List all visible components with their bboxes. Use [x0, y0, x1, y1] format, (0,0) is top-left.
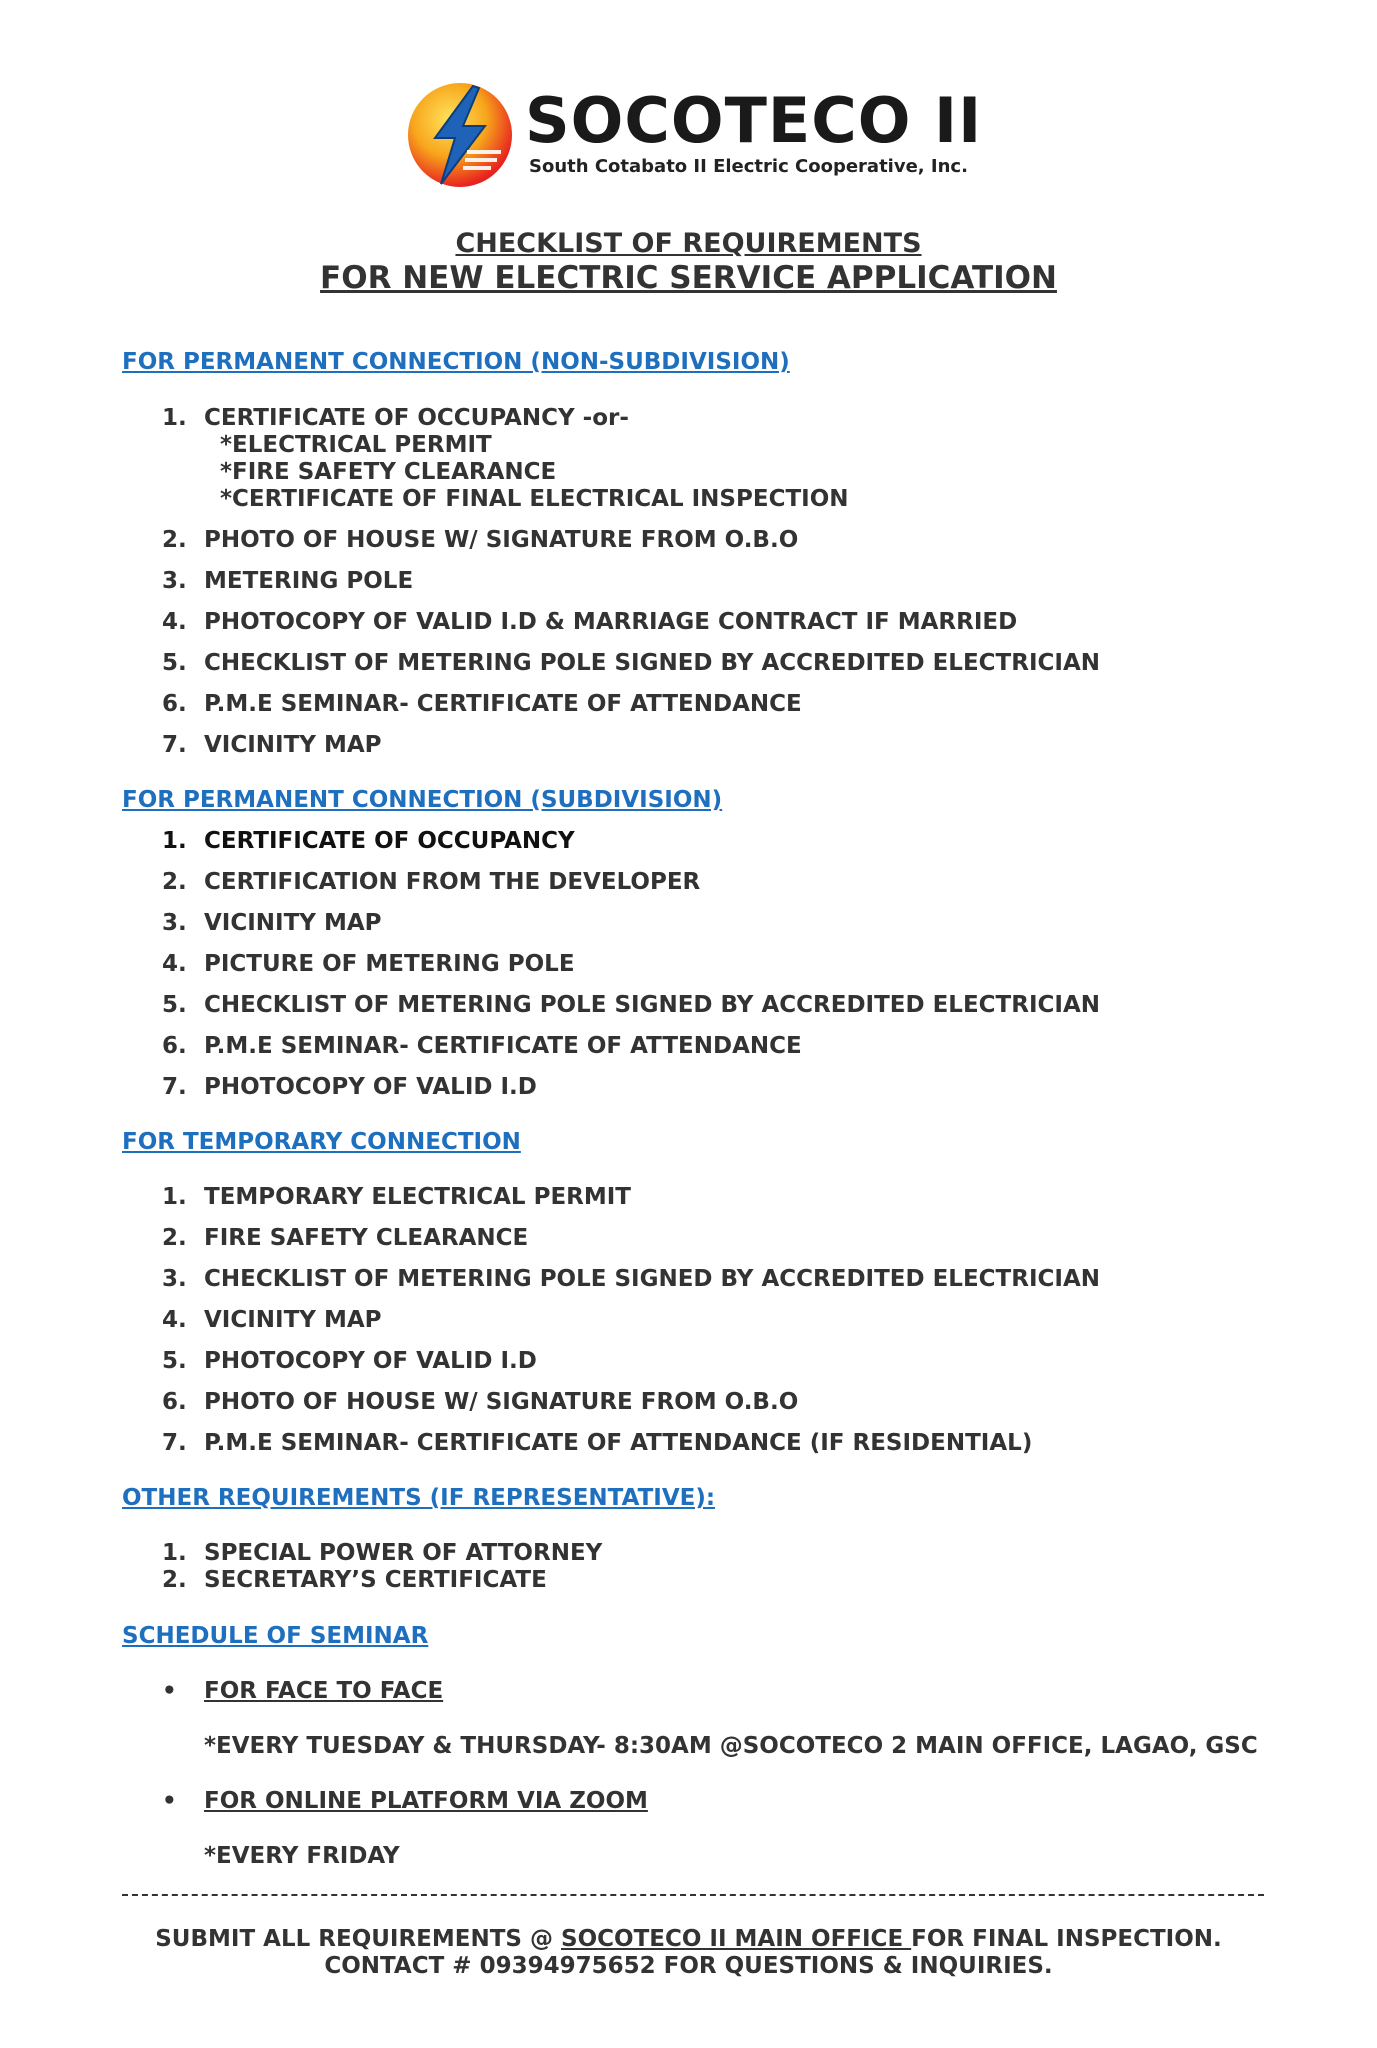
- lightning-bolt-icon: [405, 80, 515, 190]
- schedule-detail-online: *EVERY FRIDAY: [204, 1843, 400, 1869]
- section-heading-other-requirements: OTHER REQUIREMENTS (IF REPRESENTATIVE):: [122, 1485, 716, 1511]
- list-item: 1. CERTIFICATE OF OCCUPANCY -or-: [162, 405, 629, 431]
- list-item: 7. PHOTOCOPY OF VALID I.D: [162, 1074, 537, 1100]
- list-item: 4. PICTURE OF METERING POLE: [162, 951, 575, 977]
- list-item: 5. CHECKLIST OF METERING POLE SIGNED BY ACCREDITED ELECTRICIAN: [162, 650, 1101, 676]
- list-item: 3. METERING POLE: [162, 568, 414, 594]
- list-subitem: *CERTIFICATE OF FINAL ELECTRICAL INSPECTION: [220, 486, 849, 512]
- list-item: 1. CERTIFICATE OF OCCUPANCY: [162, 828, 575, 854]
- dashed-divider: [122, 1894, 1264, 1896]
- list-item: 2. SECRETARY’S CERTIFICATE: [162, 1567, 547, 1593]
- list-item: 1. SPECIAL POWER OF ATTORNEY: [162, 1540, 603, 1566]
- list-item: 2. FIRE SAFETY CLEARANCE: [162, 1225, 529, 1251]
- schedule-detail-face-to-face: *EVERY TUESDAY & THURSDAY- 8:30AM @SOCOTECO 2 MAIN OFFICE, LAGAO, GSC: [204, 1733, 1258, 1759]
- socoteco-logo: [405, 80, 983, 190]
- footer-contact-line: CONTACT # 09394975652 FOR QUESTIONS & INQUIRIES.: [324, 1953, 1053, 1979]
- list-item: 4. PHOTOCOPY OF VALID I.D & MARRIAGE CONTRACT IF MARRIED: [162, 609, 1018, 635]
- schedule-label-face-to-face: FOR FACE TO FACE: [204, 1678, 444, 1704]
- page-title-line1: CHECKLIST OF REQUIREMENTS: [455, 228, 922, 259]
- page-title-line2: FOR NEW ELECTRIC SERVICE APPLICATION: [320, 260, 1057, 296]
- list-item: 2. CERTIFICATION FROM THE DEVELOPER: [162, 869, 701, 895]
- list-item: 3. CHECKLIST OF METERING POLE SIGNED BY ACCREDITED ELECTRICIAN: [162, 1266, 1101, 1292]
- list-item: 6. P.M.E SEMINAR- CERTIFICATE OF ATTENDANCE: [162, 691, 802, 717]
- list-item: 6. PHOTO OF HOUSE W/ SIGNATURE FROM O.B.O: [162, 1389, 799, 1415]
- list-item: 6. P.M.E SEMINAR- CERTIFICATE OF ATTENDANCE: [162, 1033, 802, 1059]
- section-heading-permanent-subdivision: FOR PERMANENT CONNECTION (SUBDIVISION): [122, 787, 723, 813]
- list-item: 1. TEMPORARY ELECTRICAL PERMIT: [162, 1184, 631, 1210]
- list-item: 5. PHOTOCOPY OF VALID I.D: [162, 1348, 537, 1374]
- footer-submit-line: SUBMIT ALL REQUIREMENTS @ SOCOTECO II MAIN OFFICE FOR FINAL INSPECTION.: [155, 1926, 1222, 1952]
- bullet-icon: •: [162, 1788, 177, 1814]
- logo-subtitle: South Cotabato II Electric Cooperative, Inc.: [529, 156, 968, 177]
- list-item: 7. VICINITY MAP: [162, 732, 382, 758]
- list-item: 3. VICINITY MAP: [162, 910, 382, 936]
- main-office-link: SOCOTECO II MAIN OFFICE: [561, 1926, 912, 1952]
- logo-name: SOCOTECO II: [525, 84, 983, 157]
- list-item: 7. P.M.E SEMINAR- CERTIFICATE OF ATTENDANCE (IF RESIDENTIAL): [162, 1430, 1033, 1456]
- list-item: 5. CHECKLIST OF METERING POLE SIGNED BY ACCREDITED ELECTRICIAN: [162, 992, 1101, 1018]
- section-heading-permanent-non-subdivision: FOR PERMANENT CONNECTION (NON-SUBDIVISION): [122, 349, 790, 375]
- list-subitem: *ELECTRICAL PERMIT: [220, 432, 492, 458]
- section-heading-schedule: SCHEDULE OF SEMINAR: [122, 1623, 429, 1649]
- list-item: 4. VICINITY MAP: [162, 1307, 382, 1333]
- section-heading-temporary: FOR TEMPORARY CONNECTION: [122, 1129, 521, 1155]
- list-item: 2. PHOTO OF HOUSE W/ SIGNATURE FROM O.B.O: [162, 527, 799, 553]
- list-subitem: *FIRE SAFETY CLEARANCE: [220, 459, 557, 485]
- schedule-label-online: FOR ONLINE PLATFORM VIA ZOOM: [204, 1788, 648, 1814]
- bullet-icon: •: [162, 1678, 177, 1704]
